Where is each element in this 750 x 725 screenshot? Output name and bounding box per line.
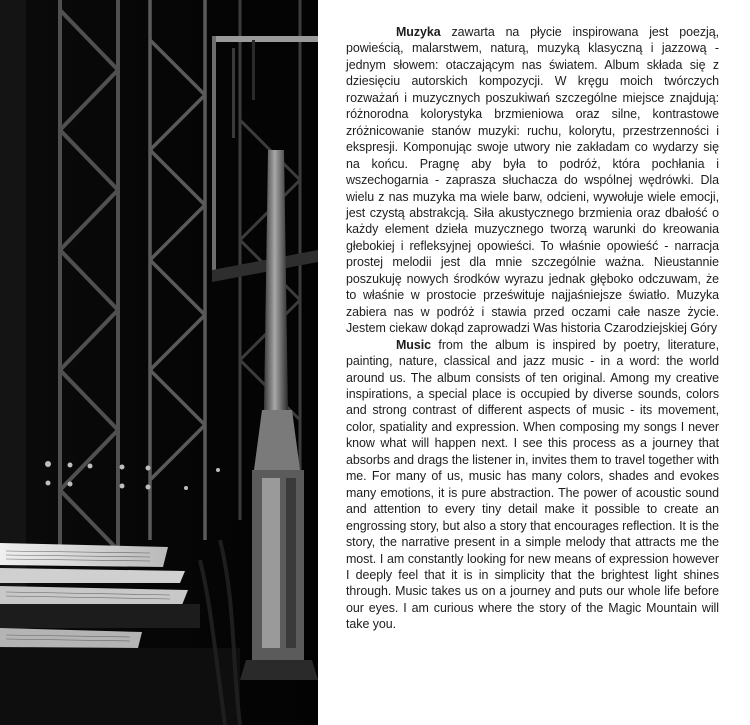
music-stand-photo-image [0, 0, 318, 725]
notes-polish-lead: Muzyka [396, 25, 441, 39]
notes-english-body: from the album is inspired by poetry, literature, painting, nature, classical and jazz music - in a word: the world around us. The album consists of ten original. Among my creative inspirations, a special place is occupied by diverse sounds, colors and strong contrast of different aspects of music - its movement, color, spatiality and expression. When composing my songs I never know what will happen next. I see this process as a journey that absorbs and drags the listener in, invites them to travel together with me. For many of us, music has many colors, shades and evokes many emotions, it is pure abstraction. The power of acoustic sound and attention to every tiny detail make it possible to create an engrossing story, but also a story that encourages reflection. It is the story, the narrative present in a simple melody that attracts me the most. I am constantly looking for new means of expression however I deeply feel that it is in simplicity that the brightest light shines through. Music takes us on a journey and puts our whole life before our eyes. I am curious where the story of the Magic Mountain will take you. [346, 337, 719, 632]
notes-english [346, 337, 719, 633]
notes-english-lead: Music [396, 337, 431, 352]
notes-polish [346, 24, 719, 337]
album-notes [346, 24, 719, 633]
music-stand-photo [0, 0, 318, 725]
notes-polish-body: zawarta na płycie inspirowana jest poezją, powieścią, malarstwem, naturą, muzyką klasyczną i jazzową - jednym słowem: otaczającym nas światem. Album składa się z dziesięciu autorskich kompozycji. W kręgu moich twórczych rozważań i muzycznych poszukiwań szczególne miejsce znajdują: różnorodna kolorystyka brzmieniowa oraz silne, kontrastowe zróżnicowanie stanów muzyki: ruchu, kolorytu, przestrzenności i ekspresji. Komponując swoje utwory nie zakładam co wydarzy się na końcu. Pragnę aby była to podróż, która pochłania i wszechogarnia - zaprasza słuchacza do wspólnej wędrówki. Dla wielu z nas muzyka ma wiele barw, odcieni, wywołuje wiele emocji, jest czystą abstrakcją. Siła akustycznego brzmienia oraz dbałość o każdy element dzieła muzycznego tworzą warunki do kreowania głebokiej i refleksyjnej opowieści. To właśnie opowieść - narracja prostej melodii jest dla mnie szczególnie ważna. Nieustannie poszukuję nowych środków wyrazu jednak głęboko odczuwam, że to właśnie w prostocie prześwituje najjaśniejsze światło. Muzyka zabiera nas w podróż i stawia przed oczami całe nasze życie. Jestem ciekaw dokąd zaprowadzi Was historia Czarodziejskiej Góry [346, 25, 719, 336]
